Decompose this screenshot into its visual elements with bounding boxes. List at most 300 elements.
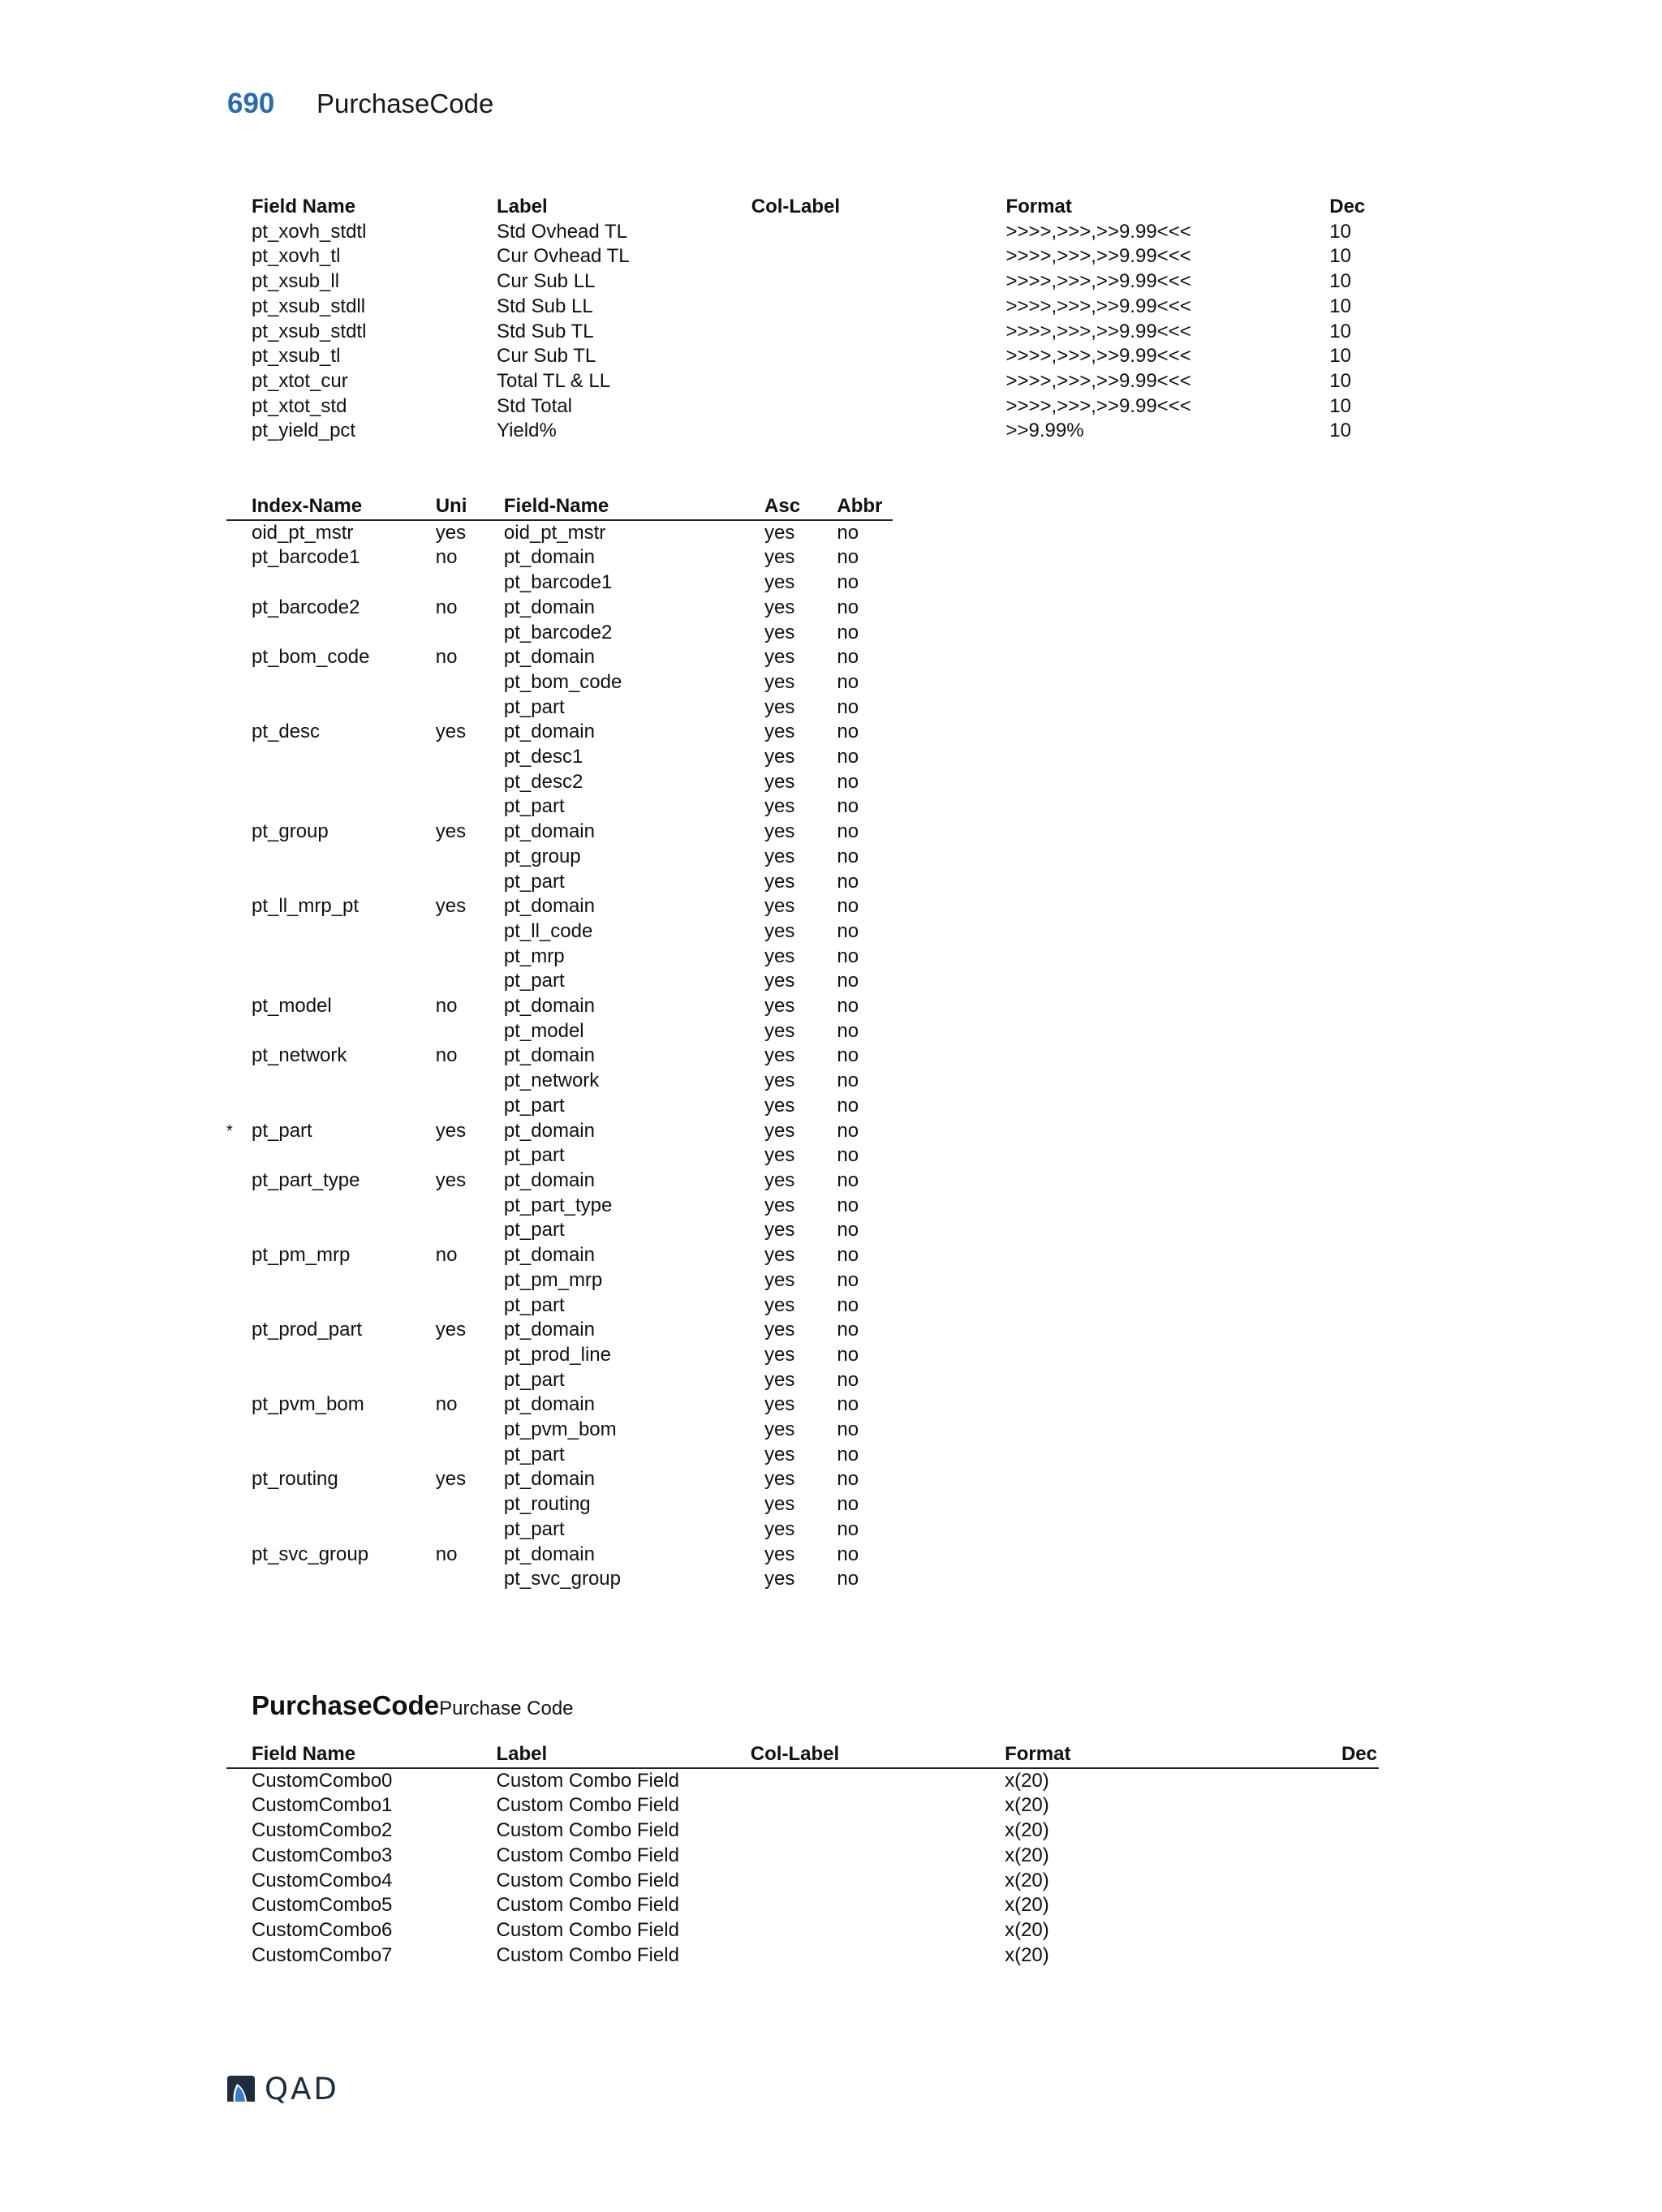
field-name-cell: pt_desc2 [503, 770, 583, 793]
field-name-cell: pt_yield_pct [252, 420, 356, 442]
column-header-dec: Dec [1328, 1742, 1379, 1768]
unique-cell: no [435, 546, 458, 569]
table-row [226, 1168, 893, 1194]
field-name-cell: pt_domain [503, 646, 595, 669]
format-cell: >>>>,>>>,>>9.99<<< [1005, 320, 1191, 342]
table-row [226, 794, 893, 820]
column-header-col-label: Col-Label [751, 1742, 1005, 1768]
table-row [226, 596, 893, 621]
index-name-cell [226, 1218, 436, 1243]
unique-cell: yes [435, 895, 467, 918]
unique-cell [436, 1218, 504, 1243]
field-table-body [226, 220, 1379, 444]
abbr-cell: no [837, 1094, 859, 1117]
unique-cell [436, 1069, 504, 1094]
field-name-cell: pt_part [503, 1368, 565, 1391]
asc-cell: yes [764, 1244, 795, 1267]
table-row [226, 1492, 893, 1517]
label-cell: Custom Combo Field [496, 1918, 679, 1941]
asc-cell: yes [764, 596, 795, 618]
index-name-text: pt_prod_part [252, 1319, 363, 1341]
format-cell: >>>>,>>>,>>9.99<<< [1005, 394, 1191, 417]
index-name-cell [226, 1069, 436, 1094]
field-name-cell: pt_domain [503, 1393, 595, 1416]
abbr-cell: no [837, 1319, 859, 1341]
field-name-cell: pt_barcode1 [503, 571, 613, 594]
abbr-cell: no [837, 1293, 859, 1316]
field-name-cell: pt_domain [503, 1044, 595, 1067]
unique-cell [436, 745, 504, 770]
table-row [226, 1218, 893, 1243]
unique-cell [436, 695, 504, 721]
abbr-cell: no [837, 1219, 859, 1242]
index-name-text: pt_pm_mrp [252, 1244, 351, 1267]
page-number: 690 [227, 88, 275, 119]
field-name-cell: pt_domain [503, 546, 595, 569]
table-row [226, 1069, 893, 1094]
index-table-header-row [226, 494, 893, 520]
field-name-cell: pt_domain [503, 1468, 595, 1491]
table-row [226, 369, 1379, 394]
field-name-cell: pt_xsub_stdll [252, 295, 366, 317]
unique-cell: no [435, 1044, 458, 1067]
abbr-cell: no [837, 919, 859, 942]
field-name-cell: pt_xtot_std [252, 394, 347, 417]
purchase-code-table-body [226, 1768, 1379, 1969]
index-name-cell [226, 1492, 436, 1517]
dec-cell: 10 [1329, 345, 1351, 368]
unique-cell [436, 1194, 504, 1219]
table-row [226, 870, 893, 895]
index-name-cell [226, 695, 436, 721]
index-name-cell [226, 1443, 436, 1468]
col-label-cell [751, 1918, 1005, 1943]
index-name-cell [226, 596, 436, 621]
index-name-cell [226, 570, 436, 596]
abbr-cell: no [837, 1268, 859, 1291]
table-row [226, 1543, 893, 1568]
table-row [226, 670, 893, 695]
table-row [226, 1818, 1379, 1844]
field-name-cell: oid_pt_mstr [503, 521, 606, 544]
field-name-cell: pt_part [503, 870, 565, 893]
field-name-cell: pt_xsub_ll [252, 270, 340, 293]
field-name-cell: pt_domain [503, 1168, 595, 1191]
index-name-cell [226, 1392, 436, 1418]
index-table [226, 494, 893, 1592]
logo-text: QAD [265, 2071, 339, 2107]
unique-cell [436, 794, 504, 820]
table-row [226, 820, 893, 845]
dec-cell [1328, 1768, 1379, 1794]
table-row [226, 1019, 893, 1044]
index-name-cell [226, 1293, 436, 1319]
field-name-cell: CustomCombo7 [252, 1943, 393, 1966]
abbr-cell: no [837, 1418, 859, 1441]
table-row [226, 1567, 893, 1592]
asc-cell: yes [764, 1343, 795, 1366]
field-name-cell: pt_network [503, 1069, 600, 1092]
qad-logo-icon [226, 2074, 256, 2103]
asc-cell: yes [764, 1094, 795, 1117]
table-row [226, 1318, 893, 1343]
dec-cell: 10 [1329, 320, 1351, 342]
index-name-cell [226, 1243, 436, 1268]
abbr-cell: no [837, 546, 859, 569]
label-cell: Custom Combo Field [496, 1894, 679, 1917]
field-name-cell: pt_desc1 [503, 746, 583, 768]
label-cell: Cur Sub TL [496, 345, 596, 368]
field-table [226, 195, 1379, 444]
index-name-cell [226, 1567, 436, 1592]
field-name-cell: CustomCombo3 [252, 1844, 393, 1866]
abbr-cell: no [837, 845, 859, 867]
abbr-cell: no [837, 1194, 859, 1216]
abbr-cell: no [837, 995, 859, 1018]
table-row [226, 269, 1379, 295]
abbr-cell: no [837, 820, 859, 843]
table-row [226, 894, 893, 919]
field-name-cell: CustomCombo6 [252, 1918, 393, 1941]
field-name-cell: pt_xtot_cur [252, 369, 348, 392]
asc-cell: yes [764, 646, 795, 669]
unique-cell [436, 1517, 504, 1543]
table-row [226, 621, 893, 646]
abbr-cell: no [837, 1468, 859, 1491]
dec-cell: 10 [1329, 295, 1351, 317]
abbr-cell: no [837, 1443, 859, 1465]
format-cell: >>>>,>>>,>>9.99<<< [1005, 345, 1191, 368]
label-cell: Custom Combo Field [496, 1819, 679, 1842]
dec-cell [1328, 1893, 1379, 1918]
table-row [226, 1094, 893, 1119]
col-label-cell [751, 419, 1006, 444]
abbr-cell: no [837, 895, 859, 918]
table-row [226, 1268, 893, 1293]
field-name-cell: CustomCombo5 [252, 1894, 393, 1917]
format-cell: x(20) [1005, 1794, 1049, 1817]
abbr-cell: no [837, 1244, 859, 1267]
column-header-index-name: Index-Name [226, 494, 436, 520]
label-cell: Custom Combo Field [496, 1769, 679, 1792]
asc-cell: yes [764, 621, 795, 643]
col-label-cell [751, 1844, 1005, 1869]
label-cell: Custom Combo Field [496, 1869, 679, 1891]
table-row [226, 220, 1379, 245]
dec-cell [1328, 1818, 1379, 1844]
index-name-cell [226, 1094, 436, 1119]
unique-cell [436, 1418, 504, 1443]
table-row [226, 1243, 893, 1268]
unique-cell: yes [435, 1168, 467, 1191]
table-row [226, 1368, 893, 1393]
unique-cell [436, 919, 504, 945]
abbr-cell: no [837, 945, 859, 967]
field-name-cell: pt_domain [503, 1244, 595, 1267]
index-name-cell [226, 545, 436, 570]
dec-cell: 10 [1329, 369, 1351, 392]
asc-cell: yes [764, 919, 795, 942]
abbr-cell: no [837, 1393, 859, 1416]
asc-cell: yes [764, 1368, 795, 1391]
section-name: PurchaseCode [252, 1690, 440, 1720]
index-name-cell [226, 1268, 436, 1293]
dec-cell: 10 [1329, 270, 1351, 293]
field-name-cell: pt_domain [503, 1119, 595, 1142]
dec-cell: 10 [1329, 394, 1351, 417]
field-name-cell: pt_model [503, 1019, 584, 1042]
table-row [226, 295, 1379, 320]
dec-cell [1328, 1943, 1379, 1969]
unique-cell [436, 1094, 504, 1119]
index-name-cell [226, 1318, 436, 1343]
unique-cell [436, 670, 504, 695]
index-name-text: pt_svc_group [252, 1543, 369, 1565]
table-row [226, 945, 893, 970]
asc-cell: yes [764, 1119, 795, 1142]
index-name-cell [226, 1168, 436, 1194]
unique-cell: no [435, 995, 458, 1018]
col-label-cell [751, 269, 1006, 295]
column-header-label: Label [496, 196, 548, 217]
column-header-field-name: Field-Name [504, 494, 764, 520]
field-name-cell: pt_domain [503, 1319, 595, 1341]
unique-cell [436, 1268, 504, 1293]
label-cell: Std Sub LL [496, 295, 593, 317]
label-cell: Cur Sub LL [496, 270, 596, 293]
table-row [226, 1119, 893, 1144]
unique-cell: yes [435, 820, 467, 843]
index-name-text: pt_ll_mrp_pt [252, 895, 360, 918]
abbr-cell: no [837, 795, 859, 818]
unique-cell [436, 845, 504, 870]
index-name-cell [226, 1517, 436, 1543]
unique-cell: yes [435, 1119, 467, 1142]
index-name-cell [226, 520, 436, 546]
index-name-text: oid_pt_mstr [252, 521, 354, 544]
asc-cell: yes [764, 1517, 795, 1540]
dec-cell [1328, 1918, 1379, 1943]
index-name-text: pt_barcode2 [252, 596, 360, 618]
format-cell: x(20) [1005, 1769, 1049, 1792]
table-row [226, 645, 893, 670]
field-name-cell: pt_xsub_stdtl [252, 320, 367, 342]
label-cell: Cur Ovhead TL [496, 245, 630, 268]
abbr-cell: no [837, 670, 859, 693]
index-name-text: pt_network [252, 1044, 347, 1067]
unique-cell [436, 945, 504, 970]
asc-cell: yes [764, 1019, 795, 1042]
label-cell: Std Sub TL [496, 320, 594, 342]
field-name-cell: pt_xsub_tl [252, 345, 341, 368]
asc-cell: yes [764, 1543, 795, 1565]
unique-cell [436, 1492, 504, 1517]
asc-cell: yes [764, 670, 795, 693]
column-header-format: Format [1005, 196, 1072, 217]
field-name-cell: pt_domain [503, 820, 595, 843]
abbr-cell: no [837, 1144, 859, 1167]
unique-cell [436, 1368, 504, 1393]
table-row [226, 1467, 893, 1492]
dec-cell: 10 [1329, 245, 1351, 268]
index-name-cell [226, 1019, 436, 1044]
field-name-cell: pt_part [503, 1517, 565, 1540]
table-row [226, 969, 893, 994]
field-name-cell: pt_part [503, 970, 565, 992]
index-name-cell [226, 670, 436, 695]
index-name-cell [226, 1343, 436, 1368]
column-header-label: Label [497, 1742, 751, 1768]
col-label-cell [751, 295, 1006, 320]
asc-cell: yes [764, 1219, 795, 1242]
index-name-cell [226, 794, 436, 820]
column-header-col-label: Col-Label [751, 196, 841, 217]
abbr-cell: no [837, 1543, 859, 1565]
unique-cell: yes [435, 521, 467, 544]
field-name-cell: pt_xovh_stdtl [252, 220, 367, 243]
field-name-cell: pt_barcode2 [503, 621, 613, 643]
label-cell: Custom Combo Field [496, 1844, 679, 1866]
table-row [226, 570, 893, 596]
abbr-cell: no [837, 1343, 859, 1366]
table-row [226, 720, 893, 745]
table-row [226, 1793, 1379, 1818]
field-name-cell: pt_xovh_tl [252, 245, 341, 268]
abbr-cell: no [837, 1119, 859, 1142]
col-label-cell [751, 1893, 1005, 1918]
column-header-uni: Uni [436, 494, 504, 520]
table-row [226, 1194, 893, 1219]
asc-cell: yes [764, 895, 795, 918]
asc-cell: yes [764, 1393, 795, 1416]
col-label-cell [751, 220, 1006, 245]
field-name-cell: pt_ll_code [503, 919, 593, 942]
field-name-cell: CustomCombo2 [252, 1819, 393, 1842]
index-name-text: pt_routing [252, 1468, 338, 1491]
asc-cell: yes [764, 1144, 795, 1167]
table-row [226, 419, 1379, 444]
abbr-cell: no [837, 1568, 859, 1590]
field-name-cell: pt_part [503, 1293, 565, 1316]
asc-cell: yes [764, 1468, 795, 1491]
column-header-field-name: Field Name [252, 196, 356, 217]
field-name-cell: pt_domain [503, 995, 595, 1018]
index-name-cell [226, 845, 436, 870]
format-cell: x(20) [1005, 1869, 1049, 1891]
index-name-text: pt_desc [252, 721, 321, 743]
format-cell: x(20) [1005, 1918, 1049, 1941]
field-name-cell: pt_svc_group [503, 1568, 621, 1590]
field-name-cell: pt_part [503, 1219, 565, 1242]
label-cell: Std Total [496, 394, 572, 417]
col-label-cell [751, 1869, 1005, 1894]
unique-cell: no [435, 1543, 458, 1565]
column-header-dec: Dec [1329, 196, 1366, 217]
abbr-cell: no [837, 746, 859, 768]
unique-cell: yes [435, 1319, 467, 1341]
format-cell: >>>>,>>>,>>9.99<<< [1005, 270, 1191, 293]
abbr-cell: no [837, 1168, 859, 1191]
asc-cell: yes [764, 1443, 795, 1465]
unique-cell [436, 570, 504, 596]
index-name-cell [226, 770, 436, 795]
table-row [226, 1943, 1379, 1969]
page-title: PurchaseCode [316, 88, 494, 118]
field-name-cell: CustomCombo0 [252, 1769, 393, 1792]
asc-cell: yes [764, 995, 795, 1018]
unique-cell: yes [435, 1468, 467, 1491]
abbr-cell: no [837, 1019, 859, 1042]
field-name-cell: pt_domain [503, 895, 595, 918]
index-name-cell [226, 745, 436, 770]
index-name-text: pt_part [252, 1119, 312, 1142]
unique-cell [436, 870, 504, 895]
col-label-cell [751, 244, 1006, 269]
unique-cell [436, 770, 504, 795]
label-cell: Custom Combo Field [496, 1943, 679, 1966]
abbr-cell: no [837, 1493, 859, 1516]
table-row [226, 1768, 1379, 1794]
abbr-cell: no [837, 596, 859, 618]
index-name-cell [226, 820, 436, 845]
abbr-cell: no [837, 1069, 859, 1092]
table-row [226, 1844, 1379, 1869]
table-row [226, 695, 893, 721]
format-cell: x(20) [1005, 1894, 1049, 1917]
field-name-cell: pt_group [503, 845, 581, 867]
index-name-cell [226, 894, 436, 919]
page-header [227, 88, 493, 128]
table-row [226, 994, 893, 1019]
format-cell: >>>>,>>>,>>9.99<<< [1005, 369, 1191, 392]
asc-cell: yes [764, 546, 795, 569]
field-name-cell: pt_domain [503, 1543, 595, 1565]
dec-cell: 10 [1329, 420, 1351, 442]
index-name-cell [226, 1543, 436, 1568]
abbr-cell: no [837, 1044, 859, 1067]
table-row [226, 344, 1379, 369]
col-label-cell [751, 1768, 1005, 1794]
abbr-cell: no [837, 970, 859, 992]
unique-cell [436, 1443, 504, 1468]
primary-index-marker: * [226, 1121, 233, 1140]
unique-cell: no [435, 1393, 458, 1416]
label-cell: Std Ovhead TL [496, 220, 627, 243]
asc-cell: yes [764, 1568, 795, 1590]
field-name-cell: pt_routing [503, 1493, 591, 1516]
field-name-cell: pt_part [503, 1144, 565, 1167]
unique-cell [436, 969, 504, 994]
table-row [226, 919, 893, 945]
unique-cell: no [435, 646, 458, 669]
unique-cell: yes [435, 721, 467, 743]
field-name-cell: pt_domain [503, 596, 595, 618]
field-name-cell: pt_domain [503, 721, 595, 743]
field-name-cell: pt_part [503, 795, 565, 818]
table-row [226, 320, 1379, 345]
asc-cell: yes [764, 795, 795, 818]
asc-cell: yes [764, 1319, 795, 1341]
label-cell: Custom Combo Field [496, 1794, 679, 1817]
dec-cell: 10 [1329, 220, 1351, 243]
asc-cell: yes [764, 571, 795, 594]
field-name-cell: pt_part [503, 1443, 565, 1465]
index-name-cell [226, 1467, 436, 1492]
dec-cell [1328, 1844, 1379, 1869]
asc-cell: yes [764, 970, 795, 992]
abbr-cell: no [837, 721, 859, 743]
index-name-cell [226, 994, 436, 1019]
